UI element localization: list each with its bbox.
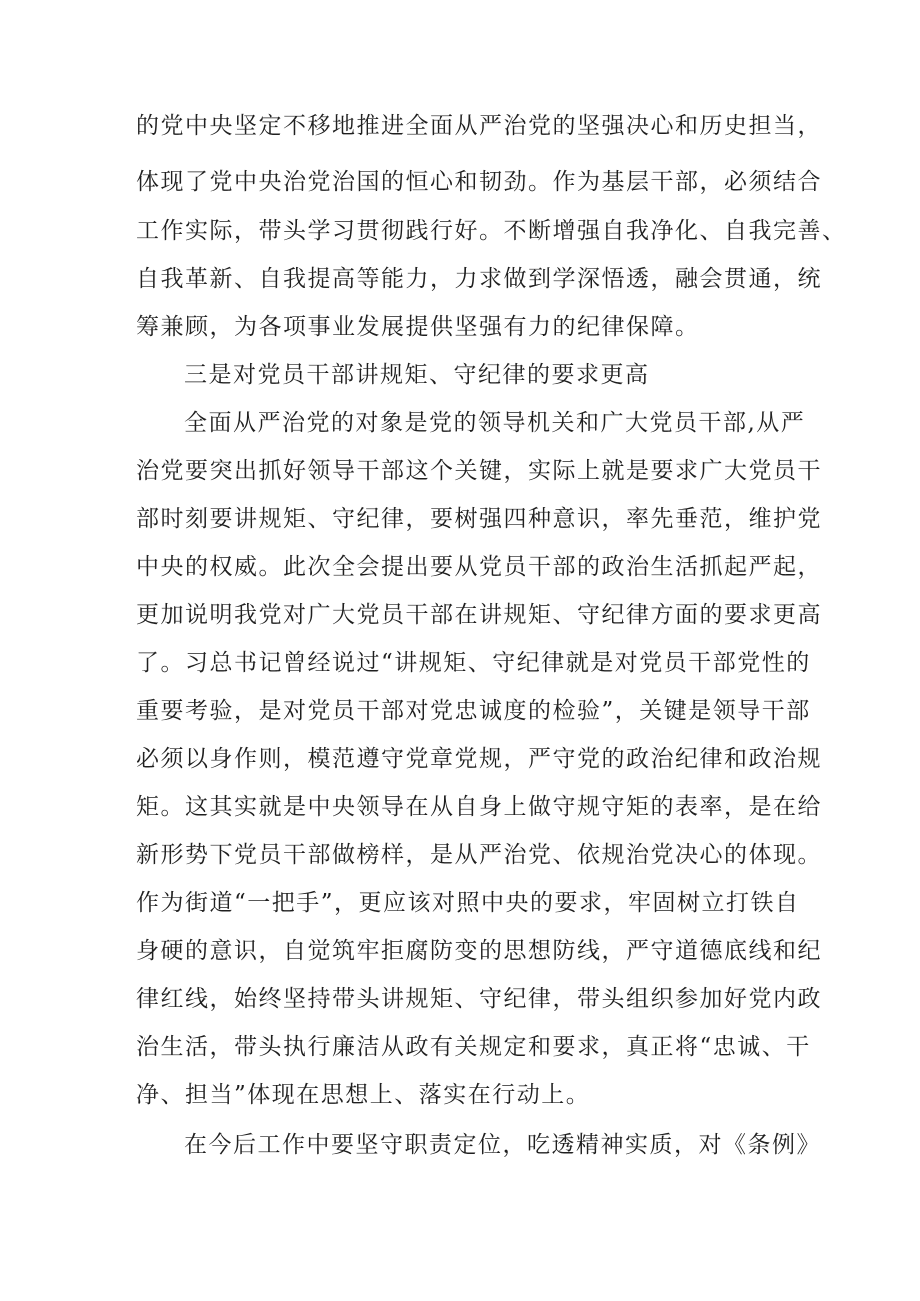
text-line: 筹兼顾，为各项事业发展提供坚强有力的纪律保障。: [136, 314, 700, 340]
text-line: 在今后工作中要坚守职责定位，吃透精神实质，对《条例》: [184, 1132, 821, 1158]
text-line: 重要考验，是对党员干部对党忠诚度的检验”，关键是领导干部: [136, 698, 811, 724]
text-line: 了。习总书记曾经说过“讲规矩、守纪律就是对党员干部党性的: [136, 650, 811, 676]
text-line: 中央的权威。此次全会提出要从党员干部的政治生活抓起严起，: [136, 554, 822, 580]
section-heading: 三是对党员干部讲规矩、守纪律的要求更高: [184, 362, 650, 388]
text-line: 律红线，始终坚持带头讲规矩、守纪律，带头组织参加好党内政: [136, 986, 822, 1012]
text-line: 的党中央坚定不移地推进全面从严治党的坚强决心和历史担当，: [136, 113, 822, 139]
text-line: 净、担当”体现在思想上、落实在行动上。: [136, 1082, 591, 1108]
text-line: 新形势下党员干部做榜样，是从严治党、依规治党决心的体现。: [136, 842, 822, 868]
text-line: 全面从严治党的对象是党的领导机关和广大党员干部,从严: [184, 410, 806, 436]
text-line: 更加说明我党对广大党员干部在讲规矩、守纪律方面的要求更高: [136, 602, 822, 628]
text-line: 必须以身作则，模范遵守党章党规，严守党的政治纪律和政治规: [136, 746, 822, 772]
text-line: 治党要突出抓好领导干部这个关键，实际上就是要求广大党员干: [136, 458, 822, 484]
text-line: 治生活，带头执行廉洁从政有关规定和要求，真正将“忠诚、干: [136, 1034, 811, 1060]
text-line: 矩。这其实就是中央领导在从自身上做守规守矩的表率，是在给: [136, 794, 822, 820]
text-line: 部时刻要讲规矩、守纪律，要树强四种意识，率先垂范，维护党: [136, 506, 822, 532]
text-line: 工作实际，带头学习贯彻践行好。不断增强自我净化、自我完善、: [136, 218, 847, 244]
text-line: 身硬的意识，自觉筑牢拒腐防变的思想防线，严守道德底线和纪: [136, 938, 822, 964]
text-line: 作为街道“一把手”，更应该对照中央的要求，牢固树立打铁自: [136, 890, 800, 916]
text-line: 自我革新、自我提高等能力，力求做到学深悟透，融会贯通，统: [136, 266, 822, 292]
text-line: 体现了党中央治党治国的恒心和韧劲。作为基层干部，必须结合: [136, 169, 822, 195]
